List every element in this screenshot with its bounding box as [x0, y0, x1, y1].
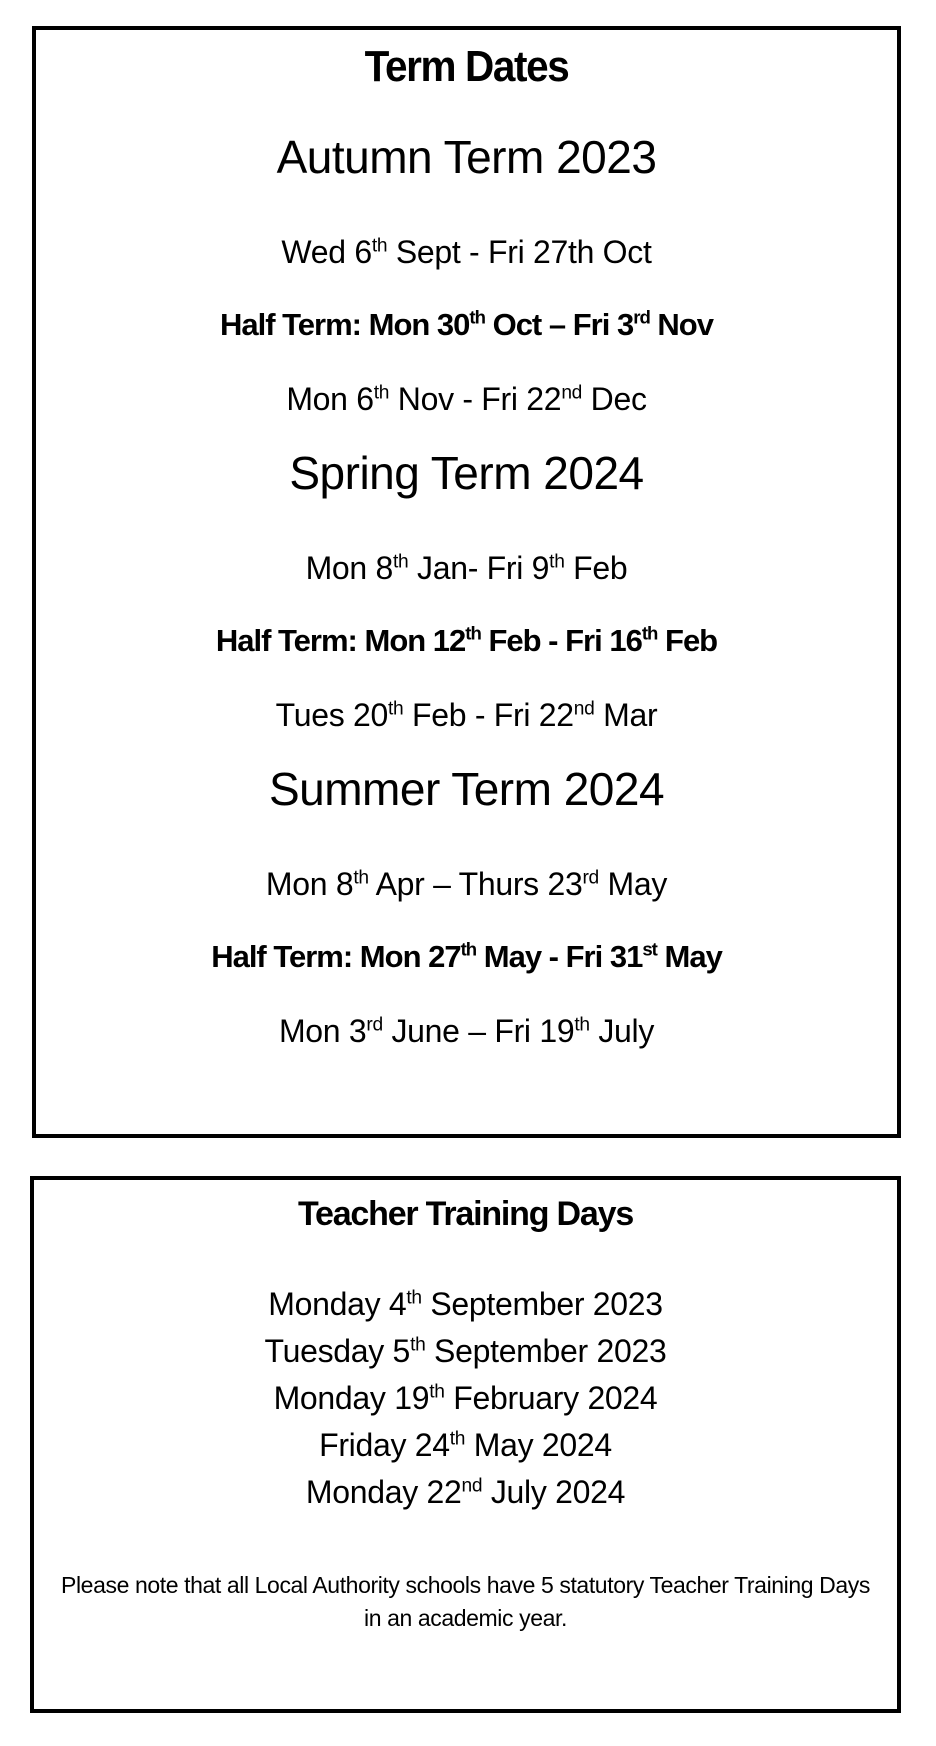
spring-term-heading: Spring Term 2024 — [289, 447, 644, 499]
training-day-item: Friday 24th May 2024 — [319, 1427, 612, 1463]
training-day-item: Tuesday 5th September 2023 — [264, 1333, 667, 1369]
training-day-item: Monday 4th September 2023 — [268, 1286, 663, 1322]
term-dates-title: Term Dates — [364, 42, 569, 91]
autumn-term-heading: Autumn Term 2023 — [276, 131, 657, 183]
training-days-title: Teacher Training Days — [297, 1195, 634, 1233]
training-day-item: Monday 22nd July 2024 — [305, 1474, 626, 1510]
autumn-second-half-dates: Mon 6th Nov - Fri 22nd Dec — [286, 381, 647, 417]
summer-half-term: Half Term: Mon 27th May - Fri 31st May — [211, 938, 722, 974]
summer-term-heading: Summer Term 2024 — [268, 763, 665, 815]
training-note-line-2: in an academic year. — [364, 1605, 567, 1631]
summer-first-half-dates: Mon 8th Apr – Thurs 23rd May — [265, 866, 668, 902]
term-dates-panel — [32, 26, 901, 1138]
training-note-line-1: Please note that all Local Authority schools have 5 statutory Teacher Training Days — [61, 1572, 870, 1598]
training-day-item: Monday 19th February 2024 — [273, 1380, 658, 1416]
spring-first-half-dates: Mon 8th Jan- Fri 9th Feb — [305, 550, 628, 586]
spring-second-half-dates: Tues 20th Feb - Fri 22nd Mar — [275, 697, 658, 733]
spring-half-term: Half Term: Mon 12th Feb - Fri 16th Feb — [215, 622, 718, 658]
autumn-half-term: Half Term: Mon 30th Oct – Fri 3rd Nov — [220, 306, 713, 342]
autumn-first-half-dates: Wed 6th Sept - Fri 27th Oct — [281, 234, 652, 270]
summer-second-half-dates: Mon 3rd June – Fri 19th July — [278, 1013, 655, 1049]
teacher-training-days-panel — [30, 1176, 901, 1713]
